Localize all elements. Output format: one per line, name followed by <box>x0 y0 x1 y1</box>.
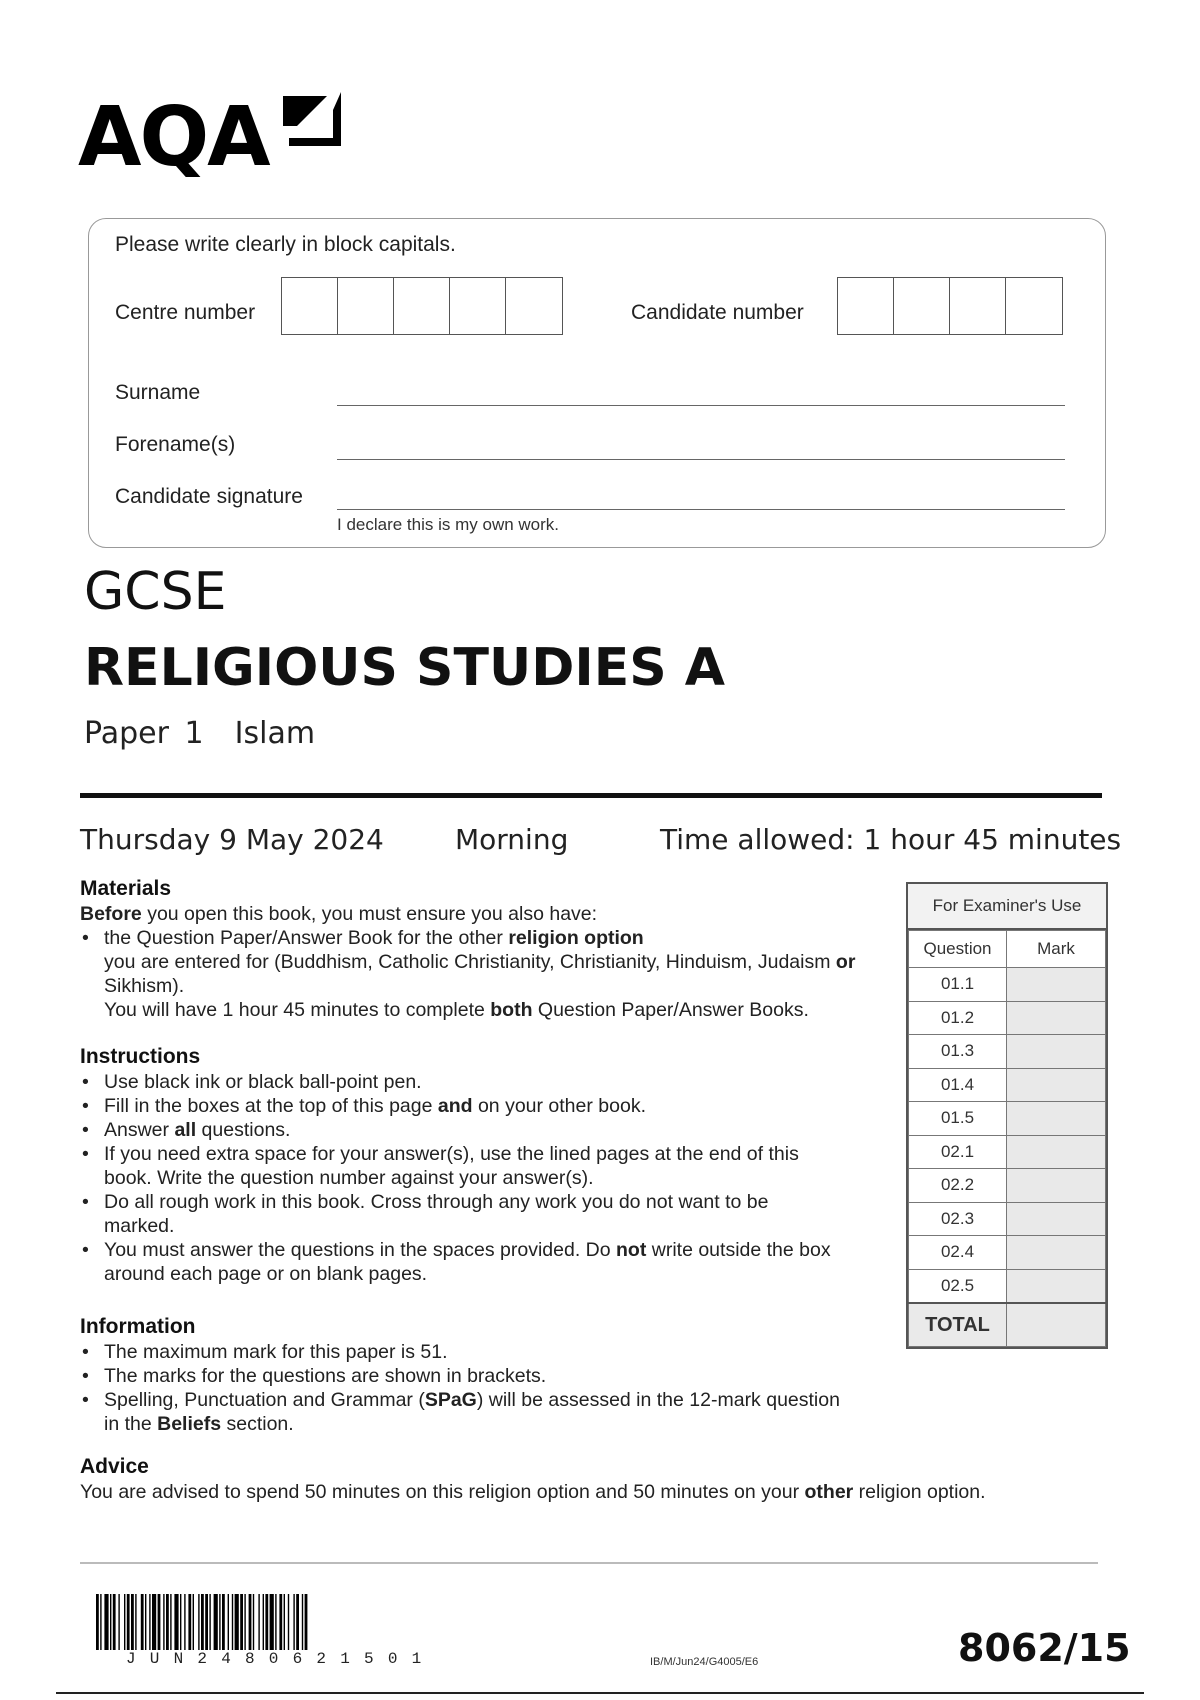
question-column-header: Question <box>909 931 1007 968</box>
subject-title: RELIGIOUS STUDIES A <box>84 638 726 698</box>
information-item: • Spelling, Punctuation and Grammar (SPaG) will be assessed in the 12-mark question in the Beliefs section. <box>104 1388 854 1436</box>
candidate-digit-box[interactable] <box>950 278 1006 334</box>
time-allowed: Time allowed: 1 hour 45 minutes <box>660 823 1122 856</box>
paper-code: 8062/15 <box>958 1626 1131 1670</box>
centre-digit-box[interactable] <box>450 278 506 334</box>
centre-number-boxes[interactable] <box>281 277 563 335</box>
information-heading: Information <box>80 1315 196 1338</box>
mark-cell[interactable] <box>1007 1236 1106 1270</box>
question-number: 01.2 <box>909 1001 1007 1035</box>
instruction-item: • Fill in the boxes at the top of this page and on your other book. <box>104 1094 890 1118</box>
mark-cell[interactable] <box>1007 1001 1106 1035</box>
barcode-digits: JUN2480621501 <box>126 1650 436 1668</box>
mark-cell[interactable] <box>1007 1035 1106 1069</box>
instruction-item: • You must answer the questions in the spaces provided. Do not write outside the box around each page or on blank pages. <box>104 1238 884 1286</box>
advice-heading: Advice <box>80 1455 149 1478</box>
information-item: • The maximum mark for this paper is 51. <box>104 1340 890 1364</box>
mark-cell[interactable] <box>1007 1269 1106 1303</box>
forenames-line[interactable] <box>337 459 1065 460</box>
question-number: 02.5 <box>909 1269 1007 1303</box>
advice-section <box>80 1454 1120 1504</box>
materials-intro: Before you open this book, you must ensure you also have: <box>80 903 598 925</box>
surname-label: Surname <box>115 381 201 404</box>
instruction-item: • Do all rough work in this book. Cross through any work you do not want to be marked. <box>104 1190 834 1238</box>
question-number: 02.2 <box>909 1169 1007 1203</box>
mark-cell[interactable] <box>1007 1202 1106 1236</box>
instruction-item: • If you need extra space for your answer(s), use the lined pages at the end of this book. Write the question number against your answer(s). <box>104 1142 844 1190</box>
declaration-text: I declare this is my own work. <box>337 515 560 534</box>
logo-text: AQA <box>78 90 269 185</box>
candidate-digit-box[interactable] <box>1006 278 1062 334</box>
materials-bullet: • the Question Paper/Answer Book for the other religion option you are entered for (Buddhism, Catholic Christianity, Christianity, Hinduism, Judaism or Sikhism). <box>104 926 890 998</box>
qualification-title: GCSE <box>84 562 227 622</box>
mark-cell[interactable] <box>1007 1068 1106 1102</box>
instructions-heading: Instructions <box>80 1045 201 1068</box>
candidate-digit-box[interactable] <box>894 278 950 334</box>
surname-line[interactable] <box>337 405 1065 406</box>
paper-title: Paper 1 Islam <box>84 716 316 751</box>
question-number: 02.4 <box>909 1236 1007 1270</box>
instruction-item: • Answer all questions. <box>104 1118 890 1142</box>
forenames-label: Forename(s) <box>115 433 236 456</box>
materials-heading: Materials <box>80 877 172 900</box>
instruction-item: • Use black ink or black ball-point pen. <box>104 1070 890 1094</box>
signature-label: Candidate signature <box>115 485 303 508</box>
materials-section <box>80 876 890 1022</box>
centre-digit-box[interactable] <box>282 278 338 334</box>
centre-number-label: Centre number <box>115 301 256 324</box>
aqa-logo <box>78 88 358 188</box>
exam-date: Thursday 9 May 2024 <box>80 823 384 856</box>
bottom-rule <box>56 1692 1144 1694</box>
mark-column-header: Mark <box>1007 931 1106 968</box>
question-number: 01.1 <box>909 968 1007 1002</box>
question-number: 01.4 <box>909 1068 1007 1102</box>
advice-text: You are advised to spend 50 minutes on this religion option and 50 minutes on your other religion option. <box>80 1481 986 1503</box>
mark-cell[interactable] <box>1007 968 1106 1002</box>
examiner-table-title: For Examiner's Use <box>908 884 1106 930</box>
question-number: 01.5 <box>909 1102 1007 1136</box>
information-item: • The marks for the questions are shown in brackets. <box>104 1364 890 1388</box>
candidate-details-box <box>88 218 1106 548</box>
question-number: 01.3 <box>909 1035 1007 1069</box>
candidate-digit-box[interactable] <box>838 278 894 334</box>
block-capitals-instruction: Please write clearly in block capitals. <box>115 233 456 256</box>
total-label: TOTAL <box>909 1303 1007 1347</box>
title-divider <box>80 793 1102 798</box>
examiner-use-table <box>906 882 1108 1349</box>
materials-note: You will have 1 hour 45 minutes to complete both Question Paper/Answer Books. <box>104 999 809 1021</box>
candidate-number-boxes[interactable] <box>837 277 1063 335</box>
mark-cell[interactable] <box>1007 1135 1106 1169</box>
total-mark-cell[interactable] <box>1007 1303 1106 1347</box>
centre-digit-box[interactable] <box>338 278 394 334</box>
mark-cell[interactable] <box>1007 1102 1106 1136</box>
centre-digit-box[interactable] <box>394 278 450 334</box>
logo-mark-icon <box>283 92 343 148</box>
instructions-section <box>80 1044 890 1286</box>
footer-divider <box>80 1562 1098 1564</box>
candidate-number-label: Candidate number <box>631 301 804 324</box>
barcode-icon <box>96 1594 508 1650</box>
exam-session: Morning <box>455 823 569 856</box>
information-section <box>80 1314 890 1436</box>
question-number: 02.3 <box>909 1202 1007 1236</box>
question-number: 02.1 <box>909 1135 1007 1169</box>
signature-line[interactable] <box>337 509 1065 510</box>
mark-cell[interactable] <box>1007 1169 1106 1203</box>
document-reference: IB/M/Jun24/G4005/E6 <box>650 1656 759 1668</box>
centre-digit-box[interactable] <box>506 278 562 334</box>
